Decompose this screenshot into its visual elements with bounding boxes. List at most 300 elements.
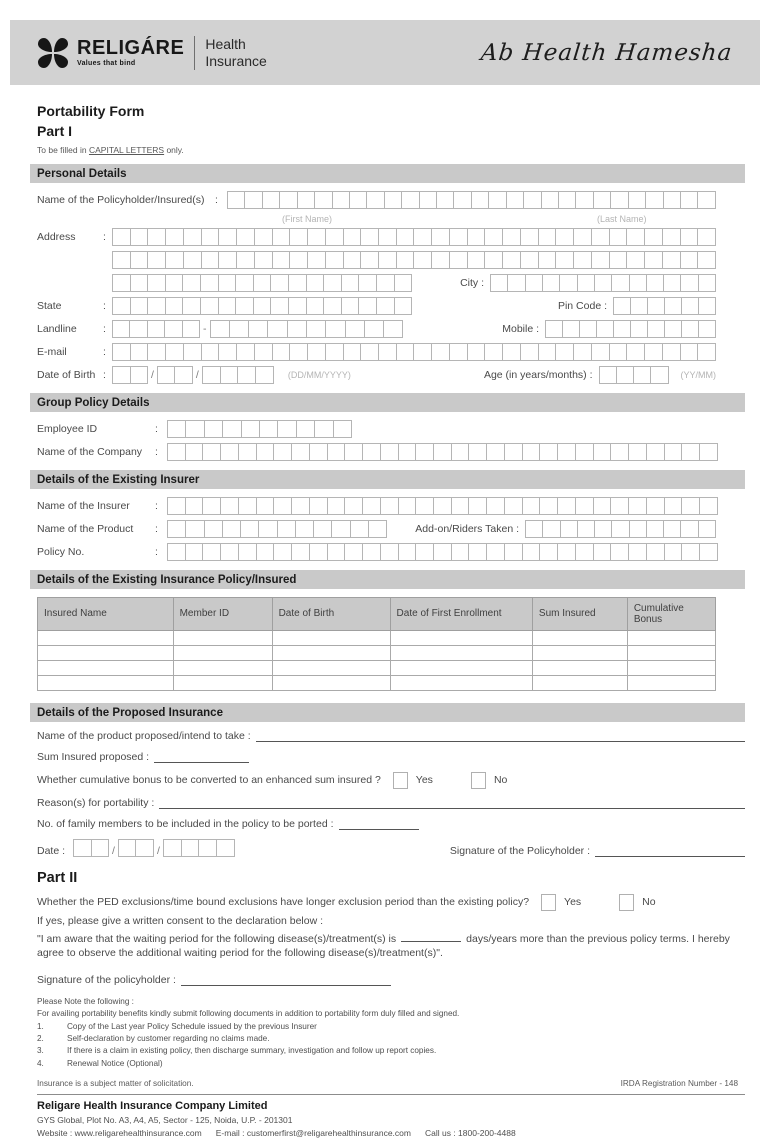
char-cell[interactable] [539,228,557,246]
char-cell[interactable] [112,320,130,338]
policy-no-input[interactable] [167,543,718,561]
char-cell[interactable] [610,228,628,246]
char-cell[interactable] [521,251,539,269]
char-cell[interactable] [163,839,182,857]
char-cell[interactable] [186,443,204,461]
char-cell[interactable] [594,191,611,209]
char-cell[interactable] [136,839,154,857]
char-cell[interactable] [681,274,698,292]
char-cell[interactable] [369,520,387,538]
char-cell[interactable] [165,320,182,338]
char-cell[interactable] [221,497,239,515]
char-cell[interactable] [524,191,541,209]
char-cell[interactable] [268,320,287,338]
char-cell[interactable] [402,191,419,209]
char-cell[interactable] [647,520,664,538]
char-cell[interactable] [700,543,718,561]
char-cell[interactable] [645,228,663,246]
char-cell[interactable] [379,343,397,361]
char-cell[interactable] [434,443,452,461]
product-name-input[interactable] [167,520,387,538]
char-cell[interactable] [342,274,360,292]
char-cell[interactable] [505,443,523,461]
char-cell[interactable] [630,274,647,292]
char-cell[interactable] [112,343,131,361]
char-cell[interactable] [227,191,245,209]
table-cell[interactable] [390,660,532,675]
char-cell[interactable] [631,320,648,338]
char-cell[interactable] [363,497,381,515]
char-cell[interactable] [469,543,487,561]
char-cell[interactable] [308,251,326,269]
char-cell[interactable] [166,297,184,315]
char-cell[interactable] [629,443,647,461]
char-cell[interactable] [594,543,612,561]
char-cell[interactable] [558,543,576,561]
char-cell[interactable] [332,520,350,538]
char-cell[interactable] [681,343,699,361]
char-cell[interactable] [576,191,593,209]
char-cell[interactable] [257,543,275,561]
char-cell[interactable] [469,443,487,461]
char-cell[interactable] [203,543,221,561]
char-cell[interactable] [255,228,273,246]
char-cell[interactable] [238,366,256,384]
char-cell[interactable] [487,443,505,461]
char-cell[interactable] [592,228,610,246]
char-cell[interactable] [521,343,539,361]
char-cell[interactable] [148,228,166,246]
char-cell[interactable] [556,228,574,246]
email-input[interactable] [112,343,716,361]
char-cell[interactable] [381,443,399,461]
proposed-product-input[interactable] [256,730,745,742]
char-cell[interactable] [219,251,237,269]
char-cell[interactable] [648,297,665,315]
char-cell[interactable] [698,251,716,269]
char-cell[interactable] [292,543,310,561]
char-cell[interactable] [280,191,297,209]
char-cell[interactable] [288,320,307,338]
char-cell[interactable] [450,343,468,361]
char-cell[interactable] [202,251,220,269]
char-cell[interactable] [249,320,268,338]
char-cell[interactable] [118,839,137,857]
char-cell[interactable] [221,443,239,461]
city-input[interactable] [490,274,716,292]
table-cell[interactable] [173,675,272,690]
char-cell[interactable] [664,274,681,292]
char-cell[interactable] [397,228,415,246]
char-cell[interactable] [665,297,682,315]
char-cell[interactable] [580,320,597,338]
table-cell[interactable] [390,645,532,660]
char-cell[interactable] [414,251,432,269]
char-cell[interactable] [278,420,296,438]
char-cell[interactable] [273,251,291,269]
char-cell[interactable] [167,420,186,438]
char-cell[interactable] [221,366,239,384]
char-cell[interactable] [503,251,521,269]
char-cell[interactable] [612,520,629,538]
char-cell[interactable] [199,839,217,857]
char-cell[interactable] [523,497,541,515]
char-cell[interactable] [681,251,699,269]
char-cell[interactable] [647,543,665,561]
char-cell[interactable] [645,343,663,361]
char-cell[interactable] [350,191,367,209]
char-cell[interactable] [454,191,471,209]
char-cell[interactable] [157,366,176,384]
char-cell[interactable] [399,443,417,461]
char-cell[interactable] [148,251,166,269]
char-cell[interactable] [432,343,450,361]
char-cell[interactable] [131,343,149,361]
char-cell[interactable] [599,366,617,384]
char-cell[interactable] [682,320,699,338]
char-cell[interactable] [399,543,417,561]
char-cell[interactable] [237,343,255,361]
char-cell[interactable] [556,251,574,269]
char-cell[interactable] [273,343,291,361]
table-cell[interactable] [173,645,272,660]
char-cell[interactable] [698,343,716,361]
table-cell[interactable] [38,645,174,660]
table-cell[interactable] [532,645,627,660]
char-cell[interactable] [345,443,363,461]
char-cell[interactable] [490,274,508,292]
char-cell[interactable] [647,443,665,461]
char-cell[interactable] [254,297,272,315]
char-cell[interactable] [334,420,352,438]
char-cell[interactable] [201,274,219,292]
char-cell[interactable] [345,497,363,515]
address-line2-input[interactable] [112,251,716,269]
char-cell[interactable] [682,497,700,515]
char-cell[interactable] [131,251,149,269]
char-cell[interactable] [523,543,541,561]
char-cell[interactable] [542,191,559,209]
char-cell[interactable] [629,497,647,515]
bonus-no-checkbox[interactable] [471,772,486,789]
char-cell[interactable] [310,497,328,515]
address-line3-input[interactable] [112,274,412,292]
char-cell[interactable] [698,228,716,246]
char-cell[interactable] [384,320,403,338]
char-cell[interactable] [131,366,149,384]
char-cell[interactable] [377,297,395,315]
char-cell[interactable] [186,497,204,515]
char-cell[interactable] [263,191,280,209]
char-cell[interactable] [298,191,315,209]
char-cell[interactable] [700,497,718,515]
char-cell[interactable] [326,343,344,361]
mobile-input[interactable] [545,320,716,338]
bonus-yes-checkbox[interactable] [393,772,408,789]
char-cell[interactable] [597,320,614,338]
char-cell[interactable] [629,191,646,209]
char-cell[interactable] [310,543,328,561]
char-cell[interactable] [359,297,377,315]
ped-no-checkbox[interactable] [619,894,634,911]
char-cell[interactable] [333,191,350,209]
char-cell[interactable] [574,343,592,361]
char-cell[interactable] [665,443,683,461]
char-cell[interactable] [203,443,221,461]
age-input[interactable] [599,366,669,384]
char-cell[interactable] [242,420,260,438]
char-cell[interactable] [223,420,241,438]
char-cell[interactable] [112,251,131,269]
char-cell[interactable] [574,251,592,269]
char-cell[interactable] [346,320,365,338]
policyholder-name-input[interactable] [227,191,716,209]
char-cell[interactable] [452,543,470,561]
char-cell[interactable] [328,497,346,515]
char-cell[interactable] [230,320,249,338]
char-cell[interactable] [539,343,557,361]
char-cell[interactable] [254,274,272,292]
char-cell[interactable] [646,191,663,209]
char-cell[interactable] [290,343,308,361]
char-cell[interactable] [203,497,221,515]
char-cell[interactable] [682,297,699,315]
char-cell[interactable] [576,443,594,461]
part2-signature-input[interactable] [181,974,391,986]
char-cell[interactable] [365,320,384,338]
char-cell[interactable] [130,320,147,338]
table-cell[interactable] [272,660,390,675]
char-cell[interactable] [540,443,558,461]
char-cell[interactable] [503,343,521,361]
char-cell[interactable] [663,228,681,246]
char-cell[interactable] [131,297,149,315]
char-cell[interactable] [540,543,558,561]
char-cell[interactable] [385,191,402,209]
char-cell[interactable] [610,343,628,361]
char-cell[interactable] [205,520,223,538]
char-cell[interactable] [578,520,595,538]
company-name-input[interactable] [167,443,718,461]
char-cell[interactable] [148,274,166,292]
char-cell[interactable] [315,420,333,438]
char-cell[interactable] [452,497,470,515]
char-cell[interactable] [184,228,202,246]
char-cell[interactable] [221,543,239,561]
table-cell[interactable] [532,630,627,645]
char-cell[interactable] [167,520,186,538]
char-cell[interactable] [326,320,345,338]
char-cell[interactable] [255,343,273,361]
char-cell[interactable] [681,228,699,246]
dob-day-input[interactable] [112,366,148,384]
char-cell[interactable] [217,839,235,857]
char-cell[interactable] [634,366,651,384]
char-cell[interactable] [257,497,275,515]
employee-id-input[interactable] [167,420,352,438]
char-cell[interactable] [539,251,557,269]
char-cell[interactable] [314,520,332,538]
char-cell[interactable] [540,497,558,515]
char-cell[interactable] [308,343,326,361]
char-cell[interactable] [326,228,344,246]
char-cell[interactable] [210,320,230,338]
char-cell[interactable] [184,251,202,269]
char-cell[interactable] [630,520,647,538]
char-cell[interactable] [344,228,362,246]
char-cell[interactable] [595,520,612,538]
char-cell[interactable] [558,497,576,515]
char-cell[interactable] [699,320,716,338]
char-cell[interactable] [289,274,307,292]
pincode-input[interactable] [613,297,716,315]
char-cell[interactable] [148,343,166,361]
char-cell[interactable] [452,443,470,461]
table-cell[interactable] [390,630,532,645]
insurer-name-input[interactable] [167,497,718,515]
char-cell[interactable] [468,228,486,246]
char-cell[interactable] [205,420,223,438]
char-cell[interactable] [112,297,131,315]
char-cell[interactable] [255,251,273,269]
table-cell[interactable] [627,660,715,675]
char-cell[interactable] [611,543,629,561]
char-cell[interactable] [351,520,369,538]
char-cell[interactable] [525,520,543,538]
char-cell[interactable] [166,343,184,361]
char-cell[interactable] [563,320,580,338]
char-cell[interactable] [183,297,201,315]
char-cell[interactable] [183,320,200,338]
char-cell[interactable] [297,420,315,438]
char-cell[interactable] [647,497,665,515]
waiting-period-input[interactable] [401,930,461,942]
char-cell[interactable] [184,343,202,361]
table-cell[interactable] [272,675,390,690]
char-cell[interactable] [561,520,578,538]
char-cell[interactable] [219,274,237,292]
char-cell[interactable] [271,297,289,315]
char-cell[interactable] [665,497,683,515]
char-cell[interactable] [487,497,505,515]
char-cell[interactable] [239,543,257,561]
char-cell[interactable] [611,443,629,461]
char-cell[interactable] [112,228,131,246]
char-cell[interactable] [699,274,716,292]
char-cell[interactable] [432,228,450,246]
char-cell[interactable] [543,274,560,292]
char-cell[interactable] [414,343,432,361]
char-cell[interactable] [648,320,665,338]
char-cell[interactable] [503,228,521,246]
char-cell[interactable] [363,443,381,461]
char-cell[interactable] [521,228,539,246]
sum-insured-proposed-input[interactable] [154,751,249,763]
char-cell[interactable] [700,443,718,461]
char-cell[interactable] [219,297,237,315]
char-cell[interactable] [627,251,645,269]
char-cell[interactable] [201,297,219,315]
char-cell[interactable] [681,191,698,209]
char-cell[interactable] [182,839,200,857]
char-cell[interactable] [166,228,184,246]
char-cell[interactable] [543,520,560,538]
char-cell[interactable] [112,366,131,384]
char-cell[interactable] [699,297,716,315]
char-cell[interactable] [698,191,715,209]
char-cell[interactable] [432,251,450,269]
char-cell[interactable] [290,251,308,269]
char-cell[interactable] [611,497,629,515]
char-cell[interactable] [292,443,310,461]
char-cell[interactable] [468,343,486,361]
char-cell[interactable] [148,320,165,338]
char-cell[interactable] [507,191,524,209]
table-cell[interactable] [627,630,715,645]
char-cell[interactable] [468,251,486,269]
char-cell[interactable] [399,497,417,515]
state-input[interactable] [112,297,412,315]
char-cell[interactable] [416,443,434,461]
char-cell[interactable] [434,543,452,561]
char-cell[interactable] [73,839,92,857]
char-cell[interactable] [236,274,254,292]
char-cell[interactable] [342,297,360,315]
char-cell[interactable] [92,839,110,857]
char-cell[interactable] [450,251,468,269]
char-cell[interactable] [505,497,523,515]
char-cell[interactable] [576,543,594,561]
char-cell[interactable] [420,191,437,209]
policyholder-signature-input[interactable] [595,845,745,857]
char-cell[interactable] [485,228,503,246]
char-cell[interactable] [665,543,683,561]
char-cell[interactable] [361,228,379,246]
char-cell[interactable] [239,443,257,461]
char-cell[interactable] [241,520,259,538]
char-cell[interactable] [186,543,204,561]
table-cell[interactable] [173,630,272,645]
char-cell[interactable] [307,274,325,292]
char-cell[interactable] [416,497,434,515]
table-cell[interactable] [173,660,272,675]
char-cell[interactable] [273,228,291,246]
table-cell[interactable] [272,645,390,660]
char-cell[interactable] [290,228,308,246]
char-cell[interactable] [381,497,399,515]
ped-yes-checkbox[interactable] [541,894,556,911]
char-cell[interactable] [663,343,681,361]
dob-month-input[interactable] [157,366,193,384]
char-cell[interactable] [219,228,237,246]
dob-year-input[interactable] [202,366,274,384]
char-cell[interactable] [344,251,362,269]
char-cell[interactable] [664,520,681,538]
char-cell[interactable] [310,443,328,461]
char-cell[interactable] [259,520,277,538]
char-cell[interactable] [131,274,149,292]
table-cell[interactable] [532,675,627,690]
char-cell[interactable] [166,274,184,292]
char-cell[interactable] [381,543,399,561]
char-cell[interactable] [379,228,397,246]
char-cell[interactable] [664,191,681,209]
char-cell[interactable] [631,297,648,315]
char-cell[interactable] [558,443,576,461]
char-cell[interactable] [260,420,278,438]
char-cell[interactable] [237,228,255,246]
char-cell[interactable] [112,274,131,292]
